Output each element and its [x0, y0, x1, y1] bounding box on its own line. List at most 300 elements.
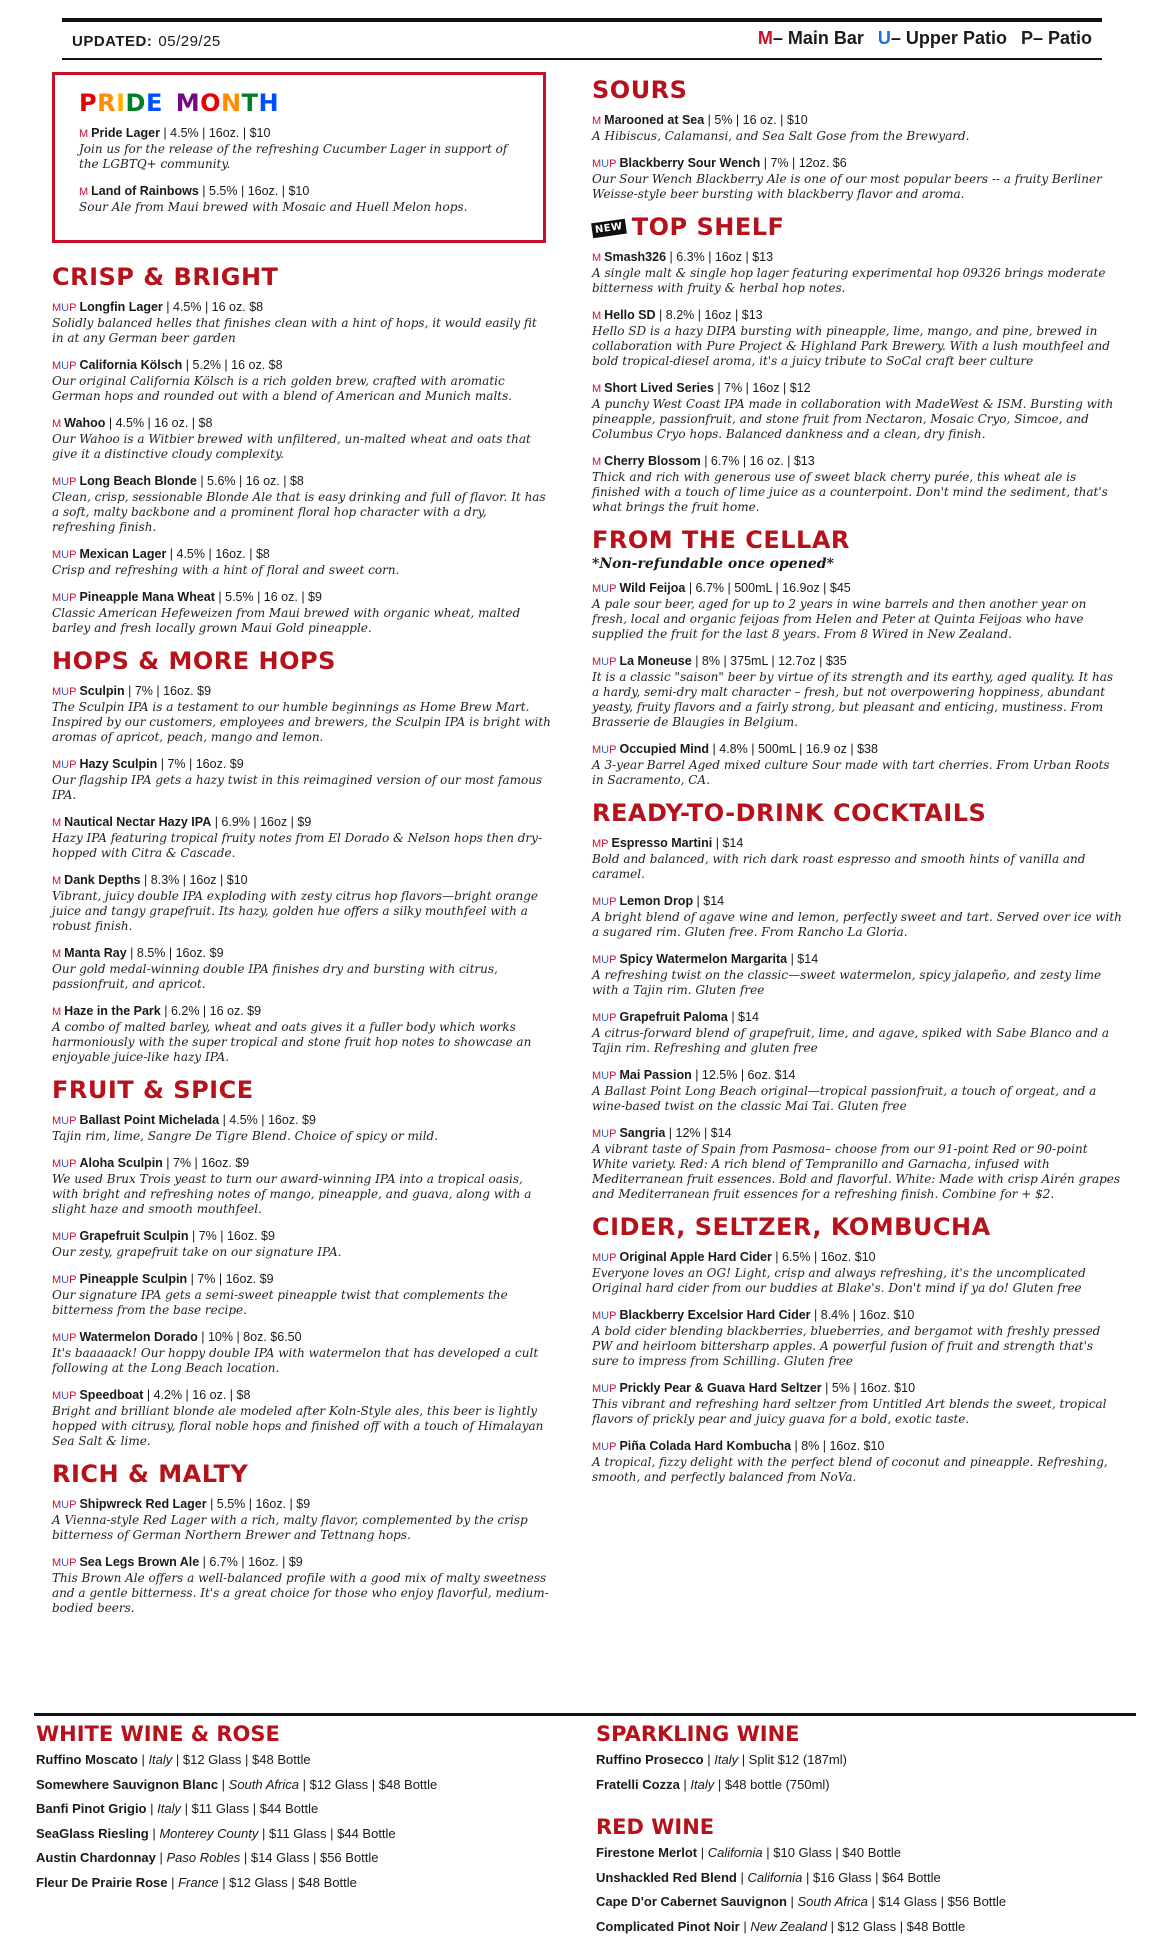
menu-item — [52, 1554, 552, 1616]
menu-item — [52, 589, 552, 636]
menu-item-description: Everyone loves an OG! Light, crisp and always refreshing, it's the uncomplicated Original hard cider from our buddies at Blake's. Don't mind if ya do! Gluten free — [592, 1266, 1086, 1295]
fruit-items — [52, 1112, 552, 1449]
menu-item-description: A bright blend of agave wine and lemon, perfectly sweet and tart. Served over ice with a sugared rim. Gluten free. From Rancho La Gloria. — [592, 910, 1122, 939]
location-codes — [79, 128, 88, 140]
menu-item — [52, 1271, 552, 1318]
location-code: P — [69, 476, 77, 488]
menu-item-line — [52, 1496, 552, 1513]
menu-item-name: Sculpin — [79, 684, 125, 698]
menu-item — [52, 1228, 552, 1260]
pride-title-letter: T — [241, 89, 259, 117]
location-code: P — [609, 1441, 617, 1453]
wine-item — [596, 1919, 1136, 1935]
location-codes — [592, 1070, 616, 1082]
menu-item-line — [592, 1067, 1122, 1084]
menu-item-line — [52, 415, 552, 432]
location-code: M — [52, 875, 62, 887]
location-code: P — [609, 158, 617, 170]
menu-item — [592, 1067, 1122, 1114]
menu-item-name: Mai Passion — [619, 1068, 692, 1082]
menu-item — [592, 1438, 1122, 1485]
location-codes — [52, 1231, 76, 1243]
updated-label: UPDATED: — [72, 33, 153, 50]
menu-item — [592, 893, 1122, 940]
location-code: P — [609, 1252, 617, 1264]
menu-item-description: A 3-year Barrel Aged mixed culture Sour made with tart cherries. From Urban Roots in Sacramento, CA. — [592, 758, 1110, 787]
menu-item-description: Crisp and refreshing with a hint of floral and sweet corn. — [52, 563, 400, 577]
menu-item-description: Our original California Kölsch is a rich golden brew, crafted with aromatic German hops and rounded out with a blend of American and Munich malts. — [52, 374, 513, 403]
hops-items — [52, 683, 552, 1065]
crisp-items — [52, 299, 552, 636]
menu-item-meta: | 6.5% | 16oz. $10 — [771, 1250, 876, 1264]
wine-name: Banfi Pinot Grigio — [36, 1801, 147, 1816]
updated-stamp — [72, 33, 221, 50]
menu-item-description: A Vienna-style Red Lager with a rich, malty flavor, complemented by the crisp bitterness of German Northern Brewer and Tettnang hops. — [52, 1513, 528, 1542]
location-code: M — [52, 1499, 62, 1511]
pride-month-box — [52, 72, 546, 243]
menu-item-line — [592, 307, 1122, 324]
wine-origin: Paso Robles — [166, 1850, 241, 1865]
location-code: M — [592, 456, 602, 468]
menu-item — [52, 1112, 552, 1144]
location-code: P — [69, 360, 77, 372]
wine-item — [36, 1752, 576, 1768]
cellar-items — [592, 580, 1122, 788]
wine-item — [36, 1850, 576, 1866]
menu-item-meta: | 6.7% | 16oz. | $9 — [199, 1555, 303, 1569]
wine-origin: South Africa — [797, 1894, 868, 1909]
location-codes — [592, 456, 601, 468]
menu-item-description: A citrus-forward blend of grapefruit, lime, and agave, spiked with Sabe Blanco and a Tajin rim. Refreshing and gluten free — [592, 1026, 1109, 1055]
location-code: M — [52, 1274, 62, 1286]
wine-item — [36, 1801, 576, 1817]
menu-item-description: Classic American Hefeweizen from Maui brewed with organic wheat, malted barley and fresh locally grown Maui Gold pineapple. — [52, 606, 521, 635]
location-codes — [52, 686, 76, 698]
legend-code: M — [757, 28, 773, 48]
wine-name: Fleur De Prairie Rose — [36, 1874, 168, 1890]
wine-name: Unshackled Red Blend — [596, 1869, 737, 1885]
wine-price: | $48 bottle (750ml) — [714, 1776, 830, 1792]
menu-item-name: Blackberry Excelsior Hard Cider — [619, 1308, 811, 1322]
menu-item-name: Smash326 — [604, 250, 667, 264]
location-code: M — [592, 656, 602, 668]
menu-item-description: Bold and balanced, with rich dark roast espresso and smooth hints of vanilla and caramel. — [592, 852, 1086, 881]
section-sours — [592, 76, 1122, 202]
menu-item-meta: | 6.7% | 16 oz. | $13 — [700, 454, 815, 468]
location-code: U — [61, 1557, 70, 1569]
location-codes — [52, 817, 61, 829]
location-codes — [592, 383, 601, 395]
location-codes — [592, 1128, 616, 1140]
location-codes — [52, 592, 76, 604]
location-codes — [52, 1115, 76, 1127]
menu-item — [52, 683, 552, 745]
menu-item-name: Sangria — [619, 1126, 666, 1140]
menu-item — [592, 1009, 1122, 1056]
location-code: U — [601, 896, 610, 908]
section-hops — [52, 647, 552, 1065]
wine-price: | $10 Glass | $40 Bottle — [762, 1845, 901, 1860]
cocktail-items — [592, 835, 1122, 1202]
menu-item-name: Espresso Martini — [611, 836, 713, 850]
menu-item — [52, 1329, 552, 1376]
location-code: P — [609, 1310, 617, 1322]
menu-item — [592, 380, 1122, 442]
menu-item-line — [52, 683, 552, 700]
location-code: U — [61, 1274, 70, 1286]
menu-item — [592, 653, 1122, 730]
menu-item-meta: | 8.5% | 16oz. $9 — [126, 946, 224, 960]
legend-code: P — [1020, 28, 1033, 48]
menu-item-meta: | 6.7% | 500mL | 16.9oz | $45 — [685, 581, 851, 595]
location-code: P — [609, 954, 617, 966]
section-title: CRISP & BRIGHT — [52, 263, 279, 291]
location-code: P — [609, 656, 617, 668]
menu-item-description: Our flagship IPA gets a hazy twist in this reimagined version of our most famous IPA. — [52, 773, 543, 802]
wine-name: Firestone Merlot — [596, 1845, 698, 1860]
wine-right-column — [596, 1722, 1136, 1943]
menu-item-description: A refreshing twist on the classic—sweet watermelon, spicy jalapeño, and zesty lime with a Tajin rim. Gluten free — [592, 968, 1102, 997]
location-codes — [592, 954, 616, 966]
location-code: P — [69, 1390, 77, 1402]
menu-header — [62, 24, 1102, 58]
menu-item-name: Sea Legs Brown Ale — [79, 1555, 200, 1569]
location-code: M — [592, 954, 602, 966]
location-codes — [52, 360, 76, 372]
menu-item — [52, 473, 552, 535]
menu-item — [52, 1387, 552, 1449]
top-shelf-title: TOP SHELF — [631, 213, 785, 241]
menu-item-description: The Sculpin IPA is a testament to our humble beginnings as Home Brew Mart. Inspired by our customers, employees and brewers, the Sculpin IPA is bright with aromas of apricot, peach, mango and lemon. — [52, 700, 551, 744]
pride-title-letter: N — [221, 89, 242, 117]
location-code: U — [61, 302, 70, 314]
location-code: M — [52, 1231, 62, 1243]
menu-item-description: Bright and brilliant blonde ale modeled after Koln-Style ales, this beer is lightly hopped with citrusy, floral noble hops and finished off with a touch of Himalayan Sea Salt & lime. — [52, 1404, 544, 1448]
location-code: P — [69, 1499, 77, 1511]
sparkling-wine-list — [596, 1752, 1136, 1793]
section-crisp-bright — [52, 263, 552, 636]
location-codes — [592, 838, 609, 850]
location-codes — [52, 1390, 76, 1402]
menu-item-name: Ballast Point Michelada — [79, 1113, 220, 1127]
wine-item — [36, 1875, 576, 1891]
location-code: M — [592, 310, 602, 322]
pride-title-letter: I — [116, 89, 126, 117]
menu-item-meta: | 5% | 16oz. $10 — [821, 1381, 916, 1395]
menu-item — [79, 183, 529, 215]
menu-item — [52, 357, 552, 404]
menu-item — [52, 872, 552, 934]
menu-item — [592, 1307, 1122, 1369]
location-code: U — [61, 759, 70, 771]
location-code: M — [592, 383, 602, 395]
location-code: U — [61, 1115, 70, 1127]
location-code: M — [52, 1115, 62, 1127]
location-code: M — [592, 1012, 602, 1024]
wine-separator: | — [786, 1894, 798, 1909]
location-code: M — [52, 302, 62, 314]
location-code: M — [592, 115, 602, 127]
menu-item — [592, 835, 1122, 882]
menu-item — [592, 951, 1122, 998]
location-code: M — [79, 128, 89, 140]
menu-item-name: Dank Depths — [64, 873, 141, 887]
wine-separator: | — [697, 1845, 708, 1860]
menu-item-meta: | 7% | 16oz. $9 — [187, 1272, 274, 1286]
location-code: U — [61, 1231, 70, 1243]
legend-text: – Upper Patio — [890, 28, 1007, 48]
menu-item-line — [52, 546, 552, 563]
wine-price: | $11 Glass | $44 Bottle — [258, 1825, 396, 1841]
menu-item — [592, 453, 1122, 515]
legend-item — [758, 28, 864, 48]
location-code: M — [592, 583, 602, 595]
cider-items — [592, 1249, 1122, 1485]
menu-item-meta: | 7% | 12oz. $6 — [760, 156, 847, 170]
location-codes — [592, 583, 616, 595]
menu-item-description: A punchy West Coast IPA made in collaboration with MadeWest & ISM. Bursting with pineapple, passionfruit, and stone fruit from Nectaron, Mosaic Cryo, Simcoe, and Columbus Cryo hops. Balanced dankness and a clean, dry finish. — [592, 397, 1114, 441]
menu-item-name: Wild Feijoa — [619, 581, 686, 595]
menu-item-description: A tropical, fizzy delight with the perfect blend of coconut and pineapple. Refreshing, smooth, and perfectly balanced from NoVa. — [592, 1455, 1108, 1484]
menu-item — [52, 1496, 552, 1543]
menu-item-name: Aloha Sculpin — [79, 1156, 163, 1170]
menu-item-meta: | 4.5% | 16 oz. | $8 — [105, 416, 213, 430]
location-codes — [592, 744, 616, 756]
location-codes — [592, 158, 616, 170]
wine-name: SeaGlass Riesling — [36, 1825, 149, 1841]
menu-item-meta: | 5.2% | 16 oz. $8 — [182, 358, 283, 372]
sparkling-wine-title: SPARKLING WINE — [596, 1722, 800, 1746]
menu-item-line — [592, 580, 1122, 597]
location-code: M — [52, 1158, 62, 1170]
location-code: U — [61, 592, 70, 604]
menu-item-description: This vibrant and refreshing hard seltzer from Untitled Art blends the sweet, tropical flavors of prickly pear and juicy guava for a bold, exotic taste. — [592, 1397, 1107, 1426]
legend-code: U — [877, 28, 891, 48]
menu-item-meta: | 7% | 16oz. $9 — [162, 1156, 250, 1170]
pride-items — [79, 125, 529, 215]
menu-item-line — [52, 1329, 552, 1346]
menu-item-meta: | 8.3% | 16oz | $10 — [140, 873, 248, 887]
menu-item-meta: | $14 — [727, 1010, 759, 1024]
menu-item — [52, 1003, 552, 1065]
section-fruit-spice — [52, 1076, 552, 1449]
location-codes — [592, 896, 616, 908]
wine-price: | $14 Glass | $56 Bottle — [240, 1850, 379, 1865]
wine-price: | $12 Glass | $48 Bottle — [218, 1874, 357, 1890]
pride-title-letter: R — [97, 89, 117, 117]
menu-item-line — [592, 835, 1122, 852]
location-codes — [52, 549, 76, 561]
legend-item — [878, 28, 1007, 48]
menu-item-line — [52, 473, 552, 490]
top-shelf-items — [592, 249, 1122, 515]
menu-item-line — [592, 1380, 1122, 1397]
location-code: U — [61, 1158, 70, 1170]
location-code: M — [592, 838, 602, 850]
location-codes — [592, 1383, 616, 1395]
location-code: M — [52, 1332, 62, 1344]
menu-item-meta: | $14 — [712, 836, 744, 850]
wine-origin: New Zealand — [750, 1918, 827, 1934]
wine-origin: Italy — [690, 1776, 715, 1792]
wine-name: Fratelli Cozza — [596, 1776, 680, 1792]
location-code: P — [69, 1557, 77, 1569]
menu-item — [592, 112, 1122, 144]
white-wine-list — [36, 1752, 576, 1891]
wine-price: | Split $12 (187ml) — [738, 1752, 847, 1767]
menu-item-meta: | 6.9% | 16oz | $9 — [211, 815, 312, 829]
location-code: M — [52, 817, 62, 829]
new-badge-icon: NEW — [591, 218, 626, 238]
menu-item — [592, 741, 1122, 788]
menu-item-meta: | $14 — [693, 894, 725, 908]
wine-price: | $12 Glass | $48 Bottle — [172, 1752, 311, 1767]
location-codes — [592, 1012, 616, 1024]
menu-item-meta: | 7% | 16oz. $9 — [188, 1229, 275, 1243]
wine-origin: California — [747, 1869, 803, 1885]
menu-item-line — [52, 872, 552, 889]
location-code: U — [61, 1332, 70, 1344]
location-code: U — [601, 954, 610, 966]
menu-item-name: Pride Lager — [91, 126, 160, 140]
location-code: U — [601, 1070, 610, 1082]
location-code: U — [601, 1252, 610, 1264]
menu-item-name: Original Apple Hard Cider — [619, 1250, 772, 1264]
section-title: FROM THE CELLAR — [592, 526, 850, 554]
menu-item-description: Thick and rich with generous use of sweet black cherry purée, this wheat ale is finished with a touch of lime juice as a counterpoint. Don't mind the sediment, that's what brings the fruit home. — [592, 470, 1108, 514]
right-column — [592, 72, 1122, 1496]
wine-origin: Italy — [714, 1752, 739, 1767]
menu-item-description: Our signature IPA gets a semi-sweet pineapple twist that complements the bitterness from the base recipe. — [52, 1288, 508, 1317]
wine-separator: | — [146, 1801, 158, 1816]
location-code: P — [69, 549, 77, 561]
menu-item-meta: | 5.6% | 16 oz. | $8 — [196, 474, 304, 488]
location-code: P — [609, 896, 617, 908]
section-title — [592, 213, 1122, 241]
location-code: M — [592, 252, 602, 264]
menu-item-line — [52, 357, 552, 374]
wine-item — [596, 1777, 1136, 1793]
pride-title-letter: M — [175, 89, 201, 117]
location-codes — [52, 1499, 76, 1511]
location-code: M — [52, 1557, 62, 1569]
location-codes — [52, 759, 76, 771]
white-wine-title: WHITE WINE & ROSE — [36, 1722, 280, 1746]
location-code: P — [69, 302, 77, 314]
menu-item-description: A pale sour beer, aged for up to 2 years in wine barrels and then another year on fresh, local and organic feijoas from Helen and Peter at Quinta Feijoas who have supplied the fruit for the last 8 years. From 8 Wired in New Zealand. — [592, 597, 1087, 641]
rich-items — [52, 1496, 552, 1616]
wine-separator: | — [155, 1850, 167, 1865]
menu-item-description: It is a classic "saison" beer by virtue of its strength and its earthy, aged quality. It has a hardy, semi-dry malt character – fresh, but not overpowering hoppiness, abundant yeasty, fruity flavors and a fairly strong, but pleasant and enticing, mustiness. From Brasserie de Blaugies in Belgium. — [592, 670, 1114, 729]
menu-item-line — [592, 112, 1122, 129]
location-codes — [52, 1557, 76, 1569]
menu-item-meta: | 4.5% | 16oz. | $10 — [159, 126, 271, 140]
red-wine-title: RED WINE — [596, 1815, 715, 1839]
pride-title-letter: O — [200, 89, 221, 117]
section-title: HOPS & MORE HOPS — [52, 647, 336, 675]
location-code: M — [592, 1310, 602, 1322]
header-rule — [62, 58, 1102, 60]
location-code: P — [601, 838, 609, 850]
wine-divider-rule — [34, 1713, 1136, 1716]
menu-item-line — [592, 741, 1122, 758]
menu-item-description: Clean, crisp, sessionable Blonde Ale that is easy drinking and full of flavor. It has a soft, malty backbone and a prominent floral hop character with a dry, refreshing finish. — [52, 490, 546, 534]
menu-item-description: Hazy IPA featuring tropical fruity notes from El Dorado & Nelson hops then dry-hopped with Citra & Cascade. — [52, 831, 542, 860]
section-subtitle: *Non-refundable once opened* — [592, 556, 834, 572]
wine-price: | $12 Glass | $48 Bottle — [826, 1918, 966, 1934]
location-code: P — [69, 592, 77, 604]
location-code: M — [52, 360, 62, 372]
menu-item-meta: | 10% | 8oz. $6.50 — [197, 1330, 302, 1344]
wine-origin: Italy — [148, 1752, 173, 1767]
wine-item — [36, 1777, 576, 1793]
wine-origin: Monterey County — [159, 1825, 259, 1841]
location-code: U — [601, 656, 610, 668]
wine-name: Cape D'or Cabernet Sauvignon — [596, 1894, 787, 1909]
menu-item-line — [592, 155, 1122, 172]
menu-item-meta: | 5.5% | 16oz. | $9 — [206, 1497, 311, 1511]
menu-item — [592, 580, 1122, 642]
menu-item-line — [52, 1387, 552, 1404]
menu-item-meta: | 4.5% | 16oz. | $8 — [166, 547, 270, 561]
location-code: U — [601, 1383, 610, 1395]
wine-separator: | — [218, 1776, 229, 1792]
section-title: READY-TO-DRINK COCKTAILS — [592, 799, 987, 827]
menu-item — [52, 415, 552, 462]
location-code: M — [52, 686, 62, 698]
pride-title-letter: P — [79, 89, 98, 117]
location-codes — [52, 476, 76, 488]
menu-item — [52, 756, 552, 803]
location-code: P — [609, 1128, 617, 1140]
wine-name: Ruffino Moscato — [36, 1752, 138, 1767]
location-codes — [52, 1158, 76, 1170]
location-code: M — [52, 759, 62, 771]
menu-item-name: Wahoo — [64, 416, 106, 430]
wine-separator: | — [703, 1752, 715, 1767]
location-codes — [52, 1274, 76, 1286]
pride-month-title — [79, 89, 529, 117]
menu-item-name: Grapefruit Paloma — [619, 1010, 728, 1024]
location-code: U — [601, 158, 610, 170]
location-code: U — [61, 476, 70, 488]
menu-item-name: Land of Rainbows — [91, 184, 199, 198]
location-code: M — [592, 1128, 602, 1140]
menu-item-line — [52, 1228, 552, 1245]
location-code: M — [52, 549, 62, 561]
menu-item — [52, 945, 552, 992]
menu-item-name: Mexican Lager — [79, 547, 167, 561]
menu-item — [592, 1380, 1122, 1427]
location-codes — [592, 1310, 616, 1322]
menu-item-description: A bold cider blending blackberries, blueberries, and bergamot with freshly pressed PW and heirloom bittersharp apples. A powerful fusion of fruit and strength that's sure to impress from Schilling. Gluten free — [592, 1324, 1101, 1368]
menu-item-description: Vibrant, juicy double IPA exploding with zesty citrus hop flavors—bright orange juice and tangy grapefruit. Its hazy, golden hue offers a silky mouthfeel with a robust finish. — [52, 889, 538, 933]
location-code: M — [592, 1441, 602, 1453]
location-codes — [592, 1441, 616, 1453]
menu-item-line — [52, 1003, 552, 1020]
wine-price: | $12 Glass | $48 Bottle — [299, 1776, 438, 1792]
menu-item-name: Marooned at Sea — [604, 113, 705, 127]
menu-item-name: Manta Ray — [64, 946, 127, 960]
location-code: U — [61, 360, 70, 372]
location-codes — [79, 186, 88, 198]
menu-item-line — [52, 1271, 552, 1288]
menu-item-line — [592, 380, 1122, 397]
menu-item-line — [592, 653, 1122, 670]
menu-item-name: Watermelon Dorado — [79, 1330, 198, 1344]
menu-item-name: Short Lived Series — [604, 381, 714, 395]
wine-separator: | — [148, 1825, 160, 1841]
